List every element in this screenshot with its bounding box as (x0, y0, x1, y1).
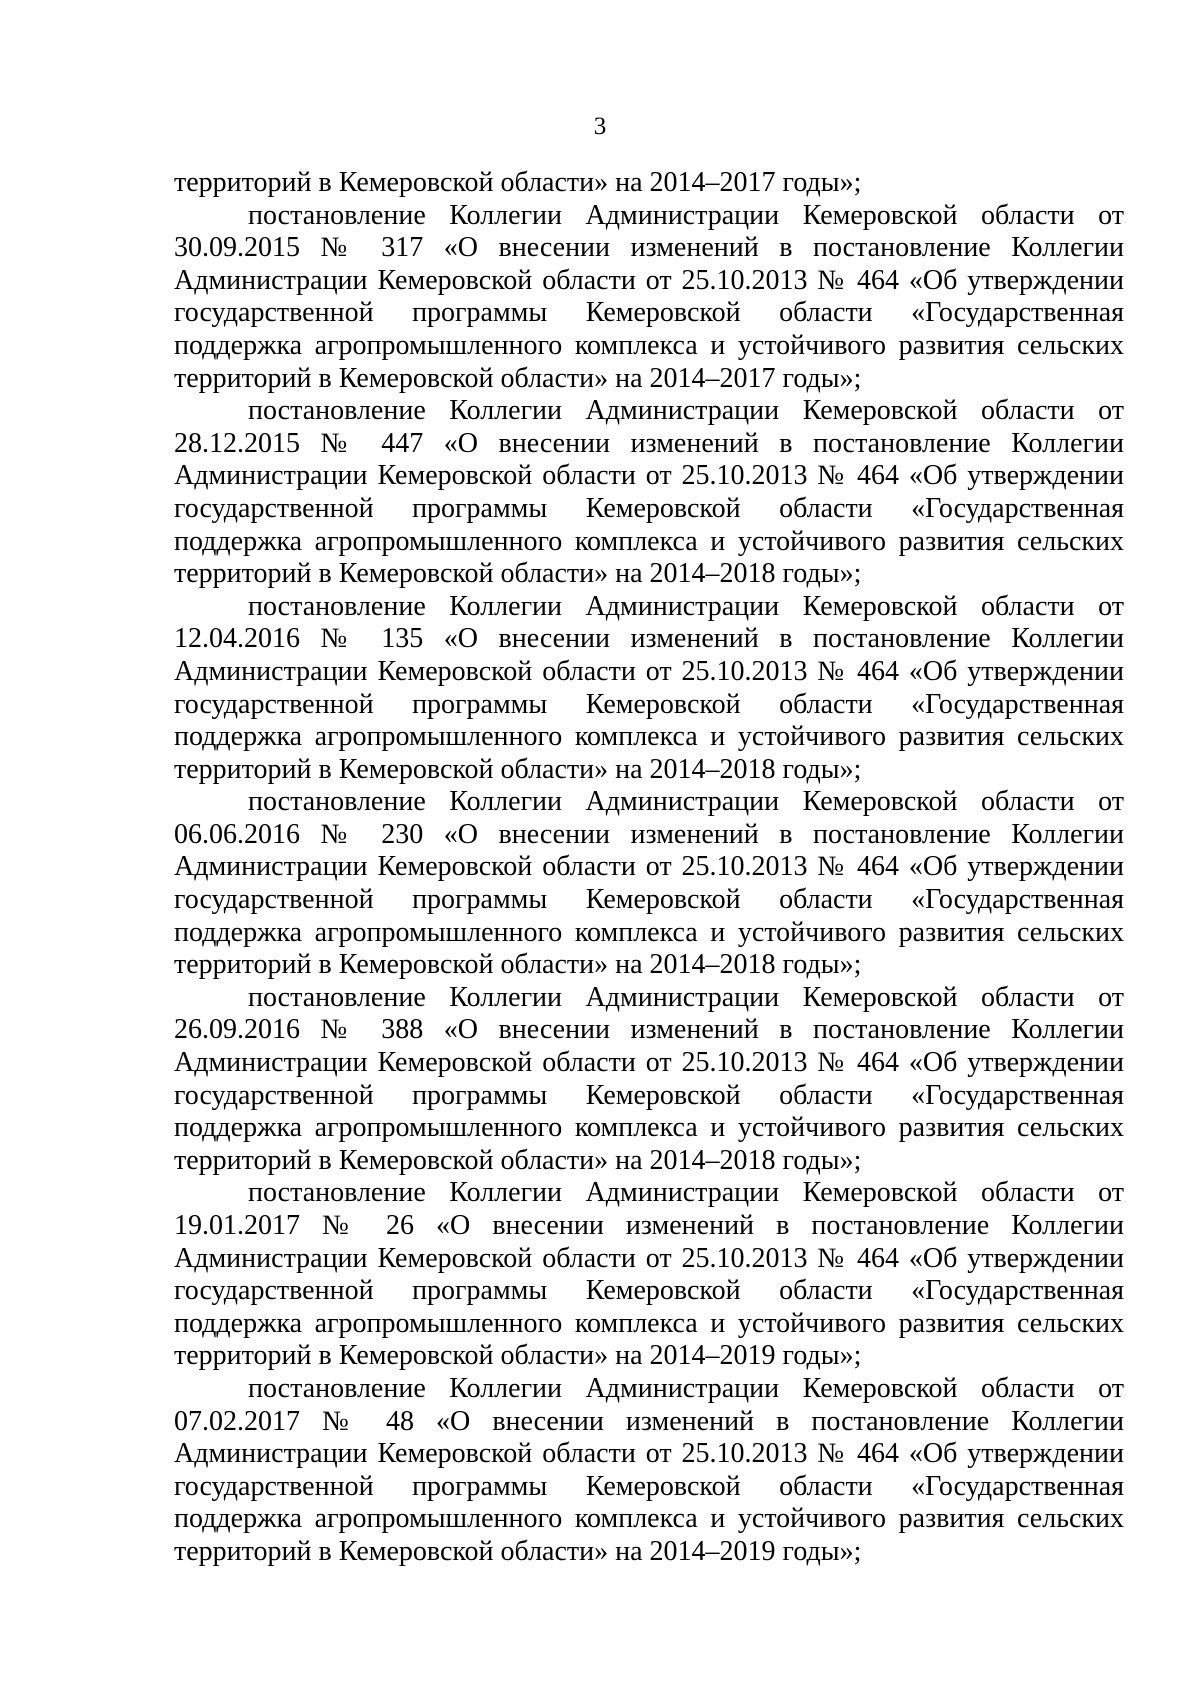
paragraph-resolution: постановление Коллегии Администрации Кемеровской области от 26.09.2016 № 388 «О внесении изменений в постановление Коллегии Администрации Кемеровской области от 25.10.2013 № 464 «Об утверждении государственной программы Кемеровской области «Государственная поддержка агропромышленного комплекса и устойчивого развития сельских территорий в Кемеровской области» на 2014–2018 годы»; (174, 981, 1124, 1176)
paragraph-resolution: постановление Коллегии Администрации Кемеровской области от 07.02.2017 № 48 «О внесении изменений в постановление Коллегии Администрации Кемеровской области от 25.10.2013 № 464 «Об утверждении государственной программы Кемеровской области «Государственная поддержка агропромышленного комплекса и устойчивого развития сельских территорий в Кемеровской области» на 2014–2019 годы»; (174, 1372, 1124, 1567)
document-body (174, 167, 1124, 1569)
paragraph-resolution: постановление Коллегии Администрации Кемеровской области от 06.06.2016 № 230 «О внесении изменений в постановление Коллегии Администрации Кемеровской области от 25.10.2013 № 464 «Об утверждении государственной программы Кемеровской области «Государственная поддержка агропромышленного комплекса и устойчивого развития сельских территорий в Кемеровской области» на 2014–2018 годы»; (174, 786, 1124, 981)
paragraph-continuation: территорий в Кемеровской области» на 2014–2017 годы»; (174, 167, 862, 198)
page-number: 3 (593, 113, 607, 140)
paragraph-resolution: постановление Коллегии Администрации Кемеровской области от 28.12.2015 № 447 «О внесении изменений в постановление Коллегии Администрации Кемеровской области от 25.10.2013 № 464 «Об утверждении государственной программы Кемеровской области «Государственная поддержка агропромышленного комплекса и устойчивого развития сельских территорий в Кемеровской области» на 2014–2018 годы»; (174, 395, 1124, 590)
paragraph-resolution: постановление Коллегии Администрации Кемеровской области от 12.04.2016 № 135 «О внесении изменений в постановление Коллегии Администрации Кемеровской области от 25.10.2013 № 464 «Об утверждении государственной программы Кемеровской области «Государственная поддержка агропромышленного комплекса и устойчивого развития сельских территорий в Кемеровской области» на 2014–2018 годы»; (174, 590, 1124, 785)
paragraph-resolution: постановление Коллегии Администрации Кемеровской области от 19.01.2017 № 26 «О внесении изменений в постановление Коллегии Администрации Кемеровской области от 25.10.2013 № 464 «Об утверждении государственной программы Кемеровской области «Государственная поддержка агропромышленного комплекса и устойчивого развития сельских территорий в Кемеровской области» на 2014–2019 годы»; (174, 1177, 1124, 1372)
paragraph-resolution: постановление Коллегии Администрации Кемеровской области от 30.09.2015 № 317 «О внесении изменений в постановление Коллегии Администрации Кемеровской области от 25.10.2013 № 464 «Об утверждении государственной программы Кемеровской области «Государственная поддержка агропромышленного комплекса и устойчивого развития сельских территорий в Кемеровской области» на 2014–2017 годы»; (174, 199, 1124, 394)
